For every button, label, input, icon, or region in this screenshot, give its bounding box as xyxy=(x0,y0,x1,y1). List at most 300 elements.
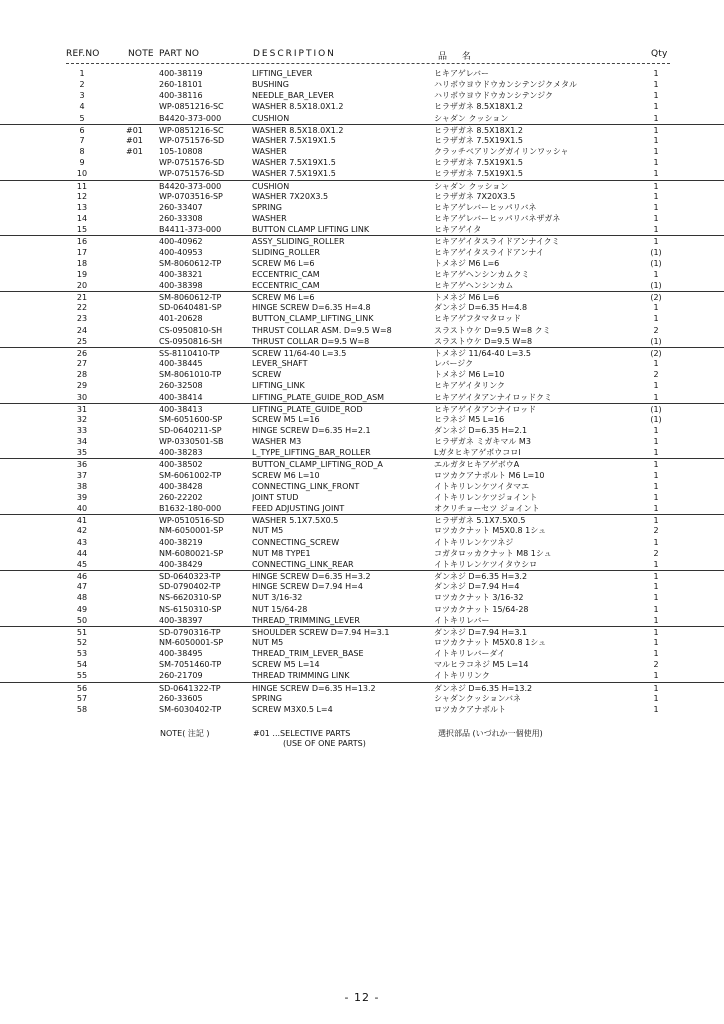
note-cell: #01 xyxy=(126,147,143,157)
qty-cell: 1 xyxy=(653,572,659,582)
qty-cell: 1 xyxy=(653,91,659,101)
japanese-name-cell: シャダン クッション xyxy=(434,181,509,191)
qty-cell: 1 xyxy=(653,381,659,391)
table-row xyxy=(0,380,724,391)
japanese-name-cell: ロツカクナット 3/16-32 xyxy=(434,593,524,603)
table-row xyxy=(0,670,724,681)
table-row xyxy=(0,447,724,458)
table-row xyxy=(0,604,724,615)
ref-no-cell: 33 xyxy=(76,426,88,435)
description-cell: CUSHION xyxy=(252,113,290,123)
ref-no-cell: 4 xyxy=(79,102,85,112)
table-row xyxy=(0,202,724,213)
description-cell: NUT M8 TYPE1 xyxy=(252,548,311,558)
note-code-line1: #01 ...SELECTIVE PARTS xyxy=(253,729,351,738)
japanese-name-cell: ヒキアゲレバーヒッパリバネ xyxy=(434,202,537,212)
qty-cell: 1 xyxy=(653,181,659,191)
header-description: DESCRIPTION xyxy=(253,49,336,59)
ref-no-cell: 28 xyxy=(76,370,88,380)
ref-no-cell: 41 xyxy=(76,516,88,526)
japanese-name-cell: ヒキアゲイタ xyxy=(434,225,482,235)
part-no-cell: WP-0851216-SC xyxy=(159,125,224,135)
qty-cell: 1 xyxy=(653,214,659,224)
ref-no-cell: 40 xyxy=(76,504,88,514)
description-cell: CONNECTING_LINK_REAR xyxy=(252,559,354,569)
table-row xyxy=(0,313,724,324)
description-cell: SCREW M6 L=6 xyxy=(252,258,315,268)
qty-cell: 1 xyxy=(653,392,659,402)
part-no-cell: 400-38413 xyxy=(159,404,203,414)
japanese-name-cell: ハリボウヨウドウカンシテンジク xyxy=(434,91,554,101)
table-row xyxy=(0,581,724,592)
description-cell: BUSHING xyxy=(252,80,289,90)
qty-cell: 1 xyxy=(653,492,659,502)
description-cell: WASHER 5.1X7.5X0.5 xyxy=(252,516,339,526)
ref-no-cell: 19 xyxy=(76,269,88,279)
qty-cell: 2 xyxy=(653,548,659,558)
description-cell: SCREW M5 L=16 xyxy=(252,414,320,424)
description-cell: WASHER 7.5X19X1.5 xyxy=(252,158,336,168)
description-cell: WASHER 7X20X3.5 xyxy=(252,191,329,201)
ref-no-cell: 45 xyxy=(76,559,88,569)
qty-cell: 1 xyxy=(653,113,659,123)
table-row xyxy=(0,525,724,536)
ref-no-cell: 24 xyxy=(76,325,88,335)
ref-no-cell: 47 xyxy=(76,582,88,592)
table-row xyxy=(0,436,724,447)
japanese-name-cell: ヒキアゲヘンシンカムクミ xyxy=(434,269,530,279)
part-no-cell: SD-0790316-TP xyxy=(159,627,221,637)
japanese-name-cell: ヒラネジ M5 L=16 xyxy=(434,414,505,424)
japanese-name-cell: ヒラザガネ 7.5X19X1.5 xyxy=(434,135,523,145)
table-row xyxy=(0,235,724,246)
table-row xyxy=(0,191,724,202)
japanese-name-cell: オクリチョーセツ ジョイント xyxy=(434,504,540,514)
japanese-name-cell: ロツカクアナボルト M6 L=10 xyxy=(434,470,545,480)
part-no-cell: B4420-373-000 xyxy=(159,181,222,191)
table-row xyxy=(0,369,724,380)
description-cell: THREAD TRIMMING LINK xyxy=(252,671,350,681)
part-no-cell: NS-6150310-SP xyxy=(159,604,222,614)
description-cell: JOINT STUD xyxy=(252,492,299,502)
qty-cell: (1) xyxy=(650,280,662,290)
part-no-cell: SM-6051600-SP xyxy=(159,414,223,424)
qty-cell: 1 xyxy=(653,191,659,201)
japanese-name-cell: ロツカクナット 15/64-28 xyxy=(434,604,529,614)
ref-no-cell: 32 xyxy=(76,414,88,424)
qty-cell: 1 xyxy=(653,683,659,693)
table-row xyxy=(0,403,724,414)
ref-no-cell: 44 xyxy=(76,548,88,558)
ref-no-cell: 2 xyxy=(79,80,85,90)
table-row xyxy=(0,704,724,715)
table-row xyxy=(0,325,724,336)
part-no-cell: SM-6030402-TP xyxy=(159,704,222,714)
qty-cell: (1) xyxy=(650,247,662,257)
description-cell: THREAD_TRIM_LEVER_BASE xyxy=(252,649,364,659)
part-no-cell: WP-0851216-SC xyxy=(159,102,224,112)
part-no-cell: SM-7051460-TP xyxy=(159,660,222,670)
part-no-cell: 400-38495 xyxy=(159,649,203,659)
qty-cell: 1 xyxy=(653,516,659,526)
ref-no-cell: 54 xyxy=(76,660,88,670)
qty-cell: 1 xyxy=(653,147,659,157)
description-cell: SCREW M3X0.5 L=4 xyxy=(252,704,333,714)
description-cell: THREAD_TRIMMING_LEVER xyxy=(252,615,360,625)
part-no-cell: 400-38219 xyxy=(159,537,203,547)
part-no-cell: 400-38398 xyxy=(159,280,203,290)
part-no-cell: 400-38321 xyxy=(159,269,203,279)
part-no-cell: 400-38119 xyxy=(159,69,203,78)
table-row xyxy=(0,592,724,603)
qty-cell: 1 xyxy=(653,125,659,135)
part-no-cell: WP-0330501-SB xyxy=(159,437,224,447)
header-ref-no: REF.NO xyxy=(66,49,100,59)
table-row xyxy=(0,514,724,525)
part-no-cell: 400-38502 xyxy=(159,460,203,470)
part-no-cell: WP-0751576-SD xyxy=(159,135,225,145)
description-cell: WASHER 8.5X18.0X1.2 xyxy=(252,125,344,135)
table-row xyxy=(0,481,724,492)
qty-cell: (2) xyxy=(650,348,662,358)
ref-no-cell: 23 xyxy=(76,314,88,324)
qty-cell: 1 xyxy=(653,460,659,470)
japanese-name-cell: トメネジ 11/64-40 L=3.5 xyxy=(434,348,532,358)
ref-no-cell: 8 xyxy=(79,147,85,157)
description-cell: SPRING xyxy=(252,693,283,703)
description-cell: LIFTING_LINK xyxy=(252,381,305,391)
qty-cell: 1 xyxy=(653,537,659,547)
ref-no-cell: 50 xyxy=(76,615,88,625)
qty-cell: 1 xyxy=(653,437,659,447)
table-row xyxy=(0,124,724,135)
note-block xyxy=(0,727,724,751)
ref-no-cell: 7 xyxy=(79,135,85,145)
qty-cell: 1 xyxy=(653,135,659,145)
ref-no-cell: 37 xyxy=(76,470,88,480)
ref-no-cell: 5 xyxy=(79,113,85,123)
part-no-cell: CS-0950816-SH xyxy=(159,336,223,346)
table-row xyxy=(0,90,724,101)
description-cell: SCREW M6 L=10 xyxy=(252,470,320,480)
ref-no-cell: 25 xyxy=(76,336,88,346)
japanese-name-cell: ヒラザガネ 7X20X3.5 xyxy=(434,191,516,201)
qty-cell: 1 xyxy=(653,481,659,491)
table-row xyxy=(0,213,724,224)
part-no-cell: SD-0640211-SP xyxy=(159,426,222,435)
part-no-cell: 260-22202 xyxy=(159,492,203,502)
table-row xyxy=(0,648,724,659)
description-cell: NUT 3/16-32 xyxy=(252,593,303,603)
part-no-cell: 260-33308 xyxy=(159,214,203,224)
japanese-name-cell: マルヒラコネジ M5 L=14 xyxy=(434,660,529,670)
part-no-cell: SM-8060612-TP xyxy=(159,293,222,303)
description-cell: L_TYPE_LIFTING_BAR_ROLLER xyxy=(252,448,371,458)
description-cell: NUT 15/64-28 xyxy=(252,604,308,614)
description-cell: BUTTON CLAMP LIFTING LINK xyxy=(252,225,370,235)
ref-no-cell: 48 xyxy=(76,593,88,603)
ref-no-cell: 29 xyxy=(76,381,88,391)
ref-no-cell: 26 xyxy=(76,348,88,358)
table-row xyxy=(0,157,724,168)
note-label: NOTE( 注記 ) xyxy=(160,729,210,738)
ref-no-cell: 3 xyxy=(79,91,85,101)
part-no-cell: NS-6620310-SP xyxy=(159,593,222,603)
qty-cell: 1 xyxy=(653,649,659,659)
ref-no-cell: 22 xyxy=(76,303,88,313)
description-cell: BUTTON_CLAMP_LIFTING_LINK xyxy=(252,314,374,324)
ref-no-cell: 38 xyxy=(76,481,88,491)
japanese-name-cell: ヒラザガネ 8.5X18X1.2 xyxy=(434,125,523,135)
description-cell: LIFTING_PLATE_GUIDE_ROD xyxy=(252,404,363,414)
qty-cell: 1 xyxy=(653,627,659,637)
table-row xyxy=(0,682,724,693)
part-no-cell: SM-8061010-TP xyxy=(159,370,222,380)
qty-cell: 1 xyxy=(653,637,659,647)
note-japanese-text: 選択部品 (いづれか一個使用) xyxy=(438,729,543,738)
ref-no-cell: 43 xyxy=(76,537,88,547)
ref-no-cell: 42 xyxy=(76,526,88,536)
table-row xyxy=(0,347,724,358)
qty-cell: 1 xyxy=(653,269,659,279)
part-no-cell: SM-8060612-TP xyxy=(159,258,222,268)
table-row xyxy=(0,113,724,124)
table-row xyxy=(0,336,724,347)
description-cell: WASHER 7.5X19X1.5 xyxy=(252,135,336,145)
japanese-name-cell: ダンネジ D=6.35 H=4.8 xyxy=(434,303,528,313)
japanese-name-cell: ヒラザガネ 7.5X19X1.5 xyxy=(434,169,523,179)
ref-no-cell: 36 xyxy=(76,460,88,470)
description-cell: WASHER 7.5X19X1.5 xyxy=(252,169,336,179)
part-no-cell: SS-8110410-TP xyxy=(159,348,220,358)
part-no-cell: 400-38414 xyxy=(159,392,203,402)
part-no-cell: WP-0703516-SP xyxy=(159,191,223,201)
ref-no-cell: 46 xyxy=(76,572,88,582)
ref-no-cell: 12 xyxy=(76,191,88,201)
part-no-cell: WP-0751576-SD xyxy=(159,158,225,168)
japanese-name-cell: ダンネジ D=7.94 H=3.1 xyxy=(434,627,528,637)
ref-no-cell: 31 xyxy=(76,404,88,414)
table-row xyxy=(0,414,724,425)
japanese-name-cell: ヒキアゲイタアンナイロッド xyxy=(434,404,537,414)
japanese-name-cell: イトキリリンク xyxy=(434,671,490,681)
table-row xyxy=(0,392,724,403)
ref-no-cell: 9 xyxy=(79,158,85,168)
table-row xyxy=(0,68,724,79)
description-cell: CUSHION xyxy=(252,181,290,191)
description-cell: WASHER 8.5X18.0X1.2 xyxy=(252,102,344,112)
description-cell: LEVER_SHAFT xyxy=(252,359,308,369)
table-row xyxy=(0,503,724,514)
description-cell: SLIDING_ROLLER xyxy=(252,247,320,257)
ref-no-cell: 55 xyxy=(76,671,88,681)
part-no-cell: 400-38283 xyxy=(159,448,203,458)
japanese-name-cell: トメネジ M6 L=6 xyxy=(434,293,500,303)
description-cell: CONNECTING_SCREW xyxy=(252,537,340,547)
ref-no-cell: 14 xyxy=(76,214,88,224)
part-no-cell: 400-38429 xyxy=(159,559,203,569)
description-cell: CONNECTING_LINK_FRONT xyxy=(252,481,360,491)
ref-no-cell: 52 xyxy=(76,637,88,647)
table-row xyxy=(0,492,724,503)
part-no-cell: B4420-373-000 xyxy=(159,113,222,123)
part-no-cell: SD-0640481-SP xyxy=(159,303,222,313)
description-cell: SCREW M5 L=14 xyxy=(252,660,320,670)
qty-cell: 1 xyxy=(653,102,659,112)
japanese-name-cell: ハリボウヨウドウカンシテンジクメタル xyxy=(434,80,577,90)
japanese-name-cell: スラストウケ D=9.5 W=8 xyxy=(434,336,533,346)
japanese-name-cell: ダンネジ D=6.35 H=13.2 xyxy=(434,683,533,693)
header-japanese-name: 品 名 xyxy=(438,52,477,62)
japanese-name-cell: ヒキアゲイタスライドアンナイ xyxy=(434,247,544,257)
japanese-name-cell: スラストウケ D=9.5 W=8 クミ xyxy=(434,325,551,335)
description-cell: SCREW 11/64-40 L=3.5 xyxy=(252,348,347,358)
table-row xyxy=(0,135,724,146)
description-cell: SHOULDER SCREW D=7.94 H=3.1 xyxy=(252,627,390,637)
ref-no-cell: 18 xyxy=(76,258,88,268)
ref-no-cell: 27 xyxy=(76,359,88,369)
qty-cell: (1) xyxy=(650,414,662,424)
table-row xyxy=(0,570,724,581)
japanese-name-cell: トメネジ M6 L=6 xyxy=(434,258,500,268)
japanese-name-cell: ヒラザガネ 8.5X18X1.2 xyxy=(434,102,523,112)
part-no-cell: 105-10808 xyxy=(159,147,203,157)
ref-no-cell: 6 xyxy=(79,125,85,135)
japanese-name-cell: イトキリレンケツジョイント xyxy=(434,492,538,502)
part-no-cell: 400-40953 xyxy=(159,247,203,257)
part-no-cell: CS-0950810-SH xyxy=(159,325,223,335)
qty-cell: 1 xyxy=(653,359,659,369)
part-no-cell: SD-0641322-TP xyxy=(159,683,221,693)
japanese-name-cell: ヒキアゲイタスライドアンナイクミ xyxy=(434,237,560,247)
qty-cell: 1 xyxy=(653,169,659,179)
description-cell: HINGE SCREW D=6.35 H=4.8 xyxy=(252,303,371,313)
table-row xyxy=(0,559,724,570)
description-cell: BUTTON_CLAMP_LIFTING_ROD_A xyxy=(252,460,383,470)
qty-cell: 1 xyxy=(653,69,659,78)
page-number: - 12 - xyxy=(344,991,380,1004)
qty-cell: 1 xyxy=(653,303,659,313)
ref-no-cell: 34 xyxy=(76,437,88,447)
header-part-no: PART NO xyxy=(159,49,200,59)
japanese-name-cell: トメネジ M6 L=10 xyxy=(434,370,505,380)
description-cell: LIFTING_PLATE_GUIDE_ROD_ASM xyxy=(252,392,385,402)
table-row xyxy=(0,224,724,235)
ref-no-cell: 30 xyxy=(76,392,88,402)
japanese-name-cell: ヒキアゲヘンシンカム xyxy=(434,280,514,290)
part-no-cell: 400-38116 xyxy=(159,91,203,101)
part-no-cell: 260-32508 xyxy=(159,381,203,391)
qty-cell: 1 xyxy=(653,693,659,703)
header-note: NOTE xyxy=(128,49,154,59)
table-row xyxy=(0,637,724,648)
table-row xyxy=(0,458,724,469)
description-cell: WASHER xyxy=(252,147,287,157)
qty-cell: 2 xyxy=(653,660,659,670)
japanese-name-cell: ロツカクナット M5X0.8 1シュ xyxy=(434,526,547,536)
part-no-cell: 260-33407 xyxy=(159,202,203,212)
table-row xyxy=(0,425,724,436)
japanese-name-cell: ヒキアゲレバー xyxy=(434,69,490,78)
japanese-name-cell: ヒキアゲレバーヒッパリバネザガネ xyxy=(434,214,561,224)
qty-cell: 1 xyxy=(653,615,659,625)
description-cell: LIFTING_LEVER xyxy=(252,69,313,78)
description-cell: THRUST COLLAR ASM. D=9.5 W=8 xyxy=(252,325,392,335)
table-row xyxy=(0,291,724,302)
part-no-cell: B4411-373-000 xyxy=(159,225,222,235)
qty-cell: 1 xyxy=(653,237,659,247)
ref-no-cell: 53 xyxy=(76,649,88,659)
qty-cell: 1 xyxy=(653,582,659,592)
japanese-name-cell: ヒキアゲイタリンク xyxy=(434,381,506,391)
description-cell: SPRING xyxy=(252,202,283,212)
ref-no-cell: 58 xyxy=(76,704,88,714)
part-no-cell: 400-38445 xyxy=(159,359,203,369)
description-cell: WASHER xyxy=(252,214,287,224)
ref-no-cell: 49 xyxy=(76,604,88,614)
japanese-name-cell: イトキリレンケツネジ xyxy=(434,537,514,547)
qty-cell: (1) xyxy=(650,404,662,414)
qty-cell: 1 xyxy=(653,593,659,603)
table-row xyxy=(0,626,724,637)
part-no-cell: SM-6061002-TP xyxy=(159,470,222,480)
ref-no-cell: 57 xyxy=(76,693,88,703)
description-cell: NUT M5 xyxy=(252,637,284,647)
japanese-name-cell: エルガタヒキアゲボウA xyxy=(434,460,520,470)
japanese-name-cell: シャダン クッション xyxy=(434,113,509,123)
description-cell: SCREW M6 L=6 xyxy=(252,293,315,303)
ref-no-cell: 13 xyxy=(76,202,88,212)
note-code-line2: (USE OF ONE PARTS) xyxy=(283,739,366,748)
part-no-cell: SD-0640323-TP xyxy=(159,572,221,582)
qty-cell: (1) xyxy=(650,258,662,268)
description-cell: THRUST COLLAR D=9.5 W=8 xyxy=(252,336,370,346)
japanese-name-cell: ヒラザガネ 7.5X19X1.5 xyxy=(434,158,523,168)
part-no-cell: 400-38428 xyxy=(159,481,203,491)
header-divider xyxy=(66,63,670,64)
japanese-name-cell: コガタロッカクナット M8 1シュ xyxy=(434,548,552,558)
ref-no-cell: 16 xyxy=(76,237,88,247)
note-cell: #01 xyxy=(126,125,143,135)
part-no-cell: B1632-180-000 xyxy=(159,504,222,514)
japanese-name-cell: イトキリレバーダイ xyxy=(434,649,506,659)
table-row xyxy=(0,79,724,90)
description-cell: FEED ADJUSTING JOINT xyxy=(252,504,345,514)
ref-no-cell: 1 xyxy=(79,69,85,78)
japanese-name-cell: ヒキアゲイタアンナイロッドクミ xyxy=(434,392,552,402)
qty-cell: 2 xyxy=(653,526,659,536)
qty-cell: 1 xyxy=(653,426,659,435)
part-no-cell: 260-33605 xyxy=(159,693,203,703)
table-row xyxy=(0,537,724,548)
description-cell: NUT M5 xyxy=(252,526,284,536)
japanese-name-cell: ダンネジ D=6.35 H=3.2 xyxy=(434,572,528,582)
qty-cell: 1 xyxy=(653,671,659,681)
part-no-cell: WP-0510516-SD xyxy=(159,516,225,526)
description-cell: ECCENTRIC_CAM xyxy=(252,269,320,279)
description-cell: HINGE SCREW D=6.35 H=13.2 xyxy=(252,683,376,693)
parts-table xyxy=(0,68,724,715)
japanese-name-cell: イトキリレバー xyxy=(434,615,490,625)
table-row xyxy=(0,659,724,670)
japanese-name-cell: ロツカクアナボルト xyxy=(434,704,506,714)
part-no-cell: WP-0751576-SD xyxy=(159,169,225,179)
japanese-name-cell: LガタヒキアゲボウコロI xyxy=(434,448,521,458)
qty-cell: 1 xyxy=(653,504,659,514)
japanese-name-cell: イトキリレンケツイタマエ xyxy=(434,481,530,491)
part-no-cell: SD-0790402-TP xyxy=(159,582,221,592)
ref-no-cell: 56 xyxy=(76,683,88,693)
